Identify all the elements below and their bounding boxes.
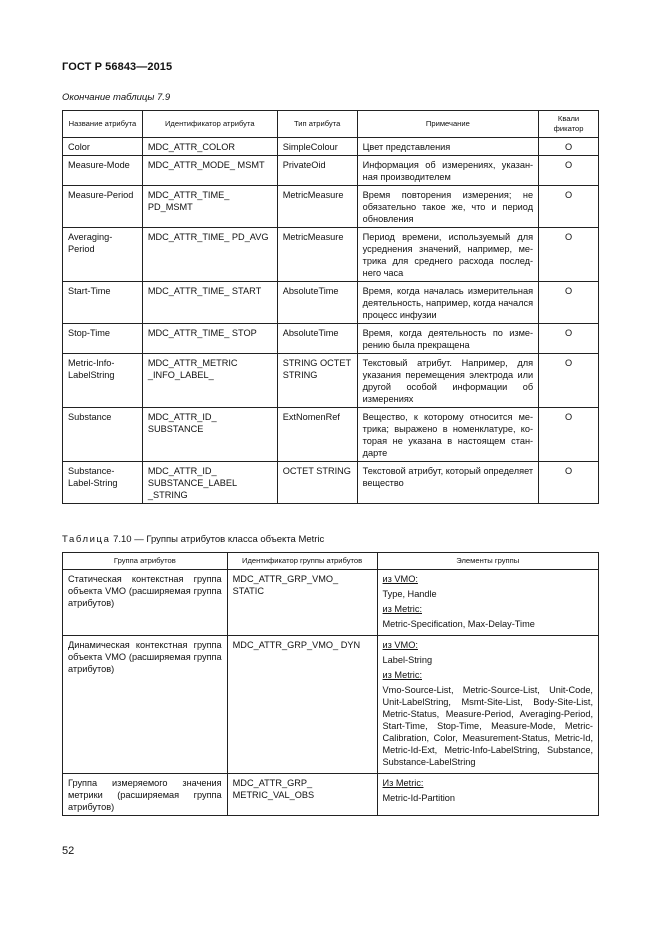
table-row xyxy=(63,354,599,408)
attr-qualifier: О xyxy=(539,228,599,282)
attr-note: Время, когда началась измерительная деятельность, например, когда начался процесс инфузии xyxy=(357,282,538,324)
attr-qualifier: О xyxy=(539,408,599,462)
attr-id: MDC_ATTR_TIME_ START xyxy=(142,282,277,324)
attr-name: Measure-Period xyxy=(63,186,143,228)
table-row xyxy=(63,408,599,462)
attr-note: Цвет представления xyxy=(357,138,538,156)
element-list: Label-String xyxy=(382,655,433,665)
table-attribute-groups xyxy=(62,552,599,816)
page-number: 52 xyxy=(62,845,75,857)
table-row xyxy=(63,774,599,816)
col-header-group: Группа атрибутов xyxy=(63,553,228,570)
table2-caption-text: 7.10 — Группы атрибутов класса объекта Metric xyxy=(110,534,325,545)
element-list: Metric-Id-Partition xyxy=(382,793,456,803)
standard-header: ГОСТ Р 56843—2015 xyxy=(62,61,173,73)
attr-id: MDC_ATTR_TIME_ PD_AVG xyxy=(142,228,277,282)
attr-id: MDC_ATTR_ID_ SUBSTANCE_LABEL _STRING xyxy=(142,462,277,504)
table-row xyxy=(63,324,599,354)
table-row xyxy=(63,636,599,774)
attr-type: MetricMeasure xyxy=(277,228,357,282)
attr-qualifier: О xyxy=(539,324,599,354)
table-row xyxy=(63,186,599,228)
table2-caption-prefix: Таблица xyxy=(62,534,111,545)
attr-qualifier: О xyxy=(539,282,599,324)
attr-id: MDC_ATTR_METRIC _INFO_LABEL_ xyxy=(142,354,277,408)
group-elements xyxy=(377,636,598,774)
attr-note: Текстовой атрибут, который определяет вещество xyxy=(357,462,538,504)
element-list: Metric-Specification, Max-Delay-Time xyxy=(382,619,535,629)
attr-qualifier: О xyxy=(539,138,599,156)
element-list: Vmo-Source-List, Metric-Source-List, Unit-Code, Unit-LabelString, Msmt-Site-List, Body-Site-List, Metric-Status, Measure-Period, Averaging-Period, Start-Time, Stop-Time, Measure-Mode, Metric-Calibration, Color, Measurement-Status, Metric-Id, Metric-Id-Ext, Metric-Info-LabelString, Substance, Substance-LabelString xyxy=(382,685,593,767)
table2-caption xyxy=(62,534,324,545)
source-label: из Metric: xyxy=(382,604,422,614)
group-elements xyxy=(377,774,598,816)
attr-type: ExtNomenRef xyxy=(277,408,357,462)
attr-type: AbsoluteTime xyxy=(277,282,357,324)
attr-qualifier: О xyxy=(539,462,599,504)
attr-note: Информация об измерениях, указанная производителем xyxy=(357,156,538,186)
attr-id: MDC_ATTR_ID_ SUBSTANCE xyxy=(142,408,277,462)
table-row xyxy=(63,282,599,324)
group-id: MDC_ATTR_GRP_ METRIC_VAL_OBS xyxy=(227,774,377,816)
attr-id: MDC_ATTR_MODE_ MSMT xyxy=(142,156,277,186)
col-header-group-id: Идентификатор группы атрибутов xyxy=(227,553,377,570)
col-header-type: Тип атрибута xyxy=(277,111,357,138)
attr-note: Время, когда деятельность по измерению была прекращена xyxy=(357,324,538,354)
attr-id: MDC_ATTR_COLOR xyxy=(142,138,277,156)
table-row xyxy=(63,138,599,156)
col-header-qualifier: Квали фикатор xyxy=(539,111,599,138)
attr-qualifier: О xyxy=(539,354,599,408)
attr-name: Measure-Mode xyxy=(63,156,143,186)
table-row xyxy=(63,156,599,186)
attr-id: MDC_ATTR_TIME_ STOP xyxy=(142,324,277,354)
table-row xyxy=(63,570,599,636)
attr-name: Start-Time xyxy=(63,282,143,324)
source-label: из VMO: xyxy=(382,640,418,650)
attr-type: MetricMeasure xyxy=(277,186,357,228)
attr-name: Color xyxy=(63,138,143,156)
attr-type: PrivateOid xyxy=(277,156,357,186)
attr-type: OCTET STRING xyxy=(277,462,357,504)
group-name: Группа измеряемого значения метрики (расширяемая группа атрибутов) xyxy=(63,774,228,816)
source-label: из Metric: xyxy=(382,670,422,680)
attr-type: SimpleColour xyxy=(277,138,357,156)
attr-type: STRING OCTET STRING xyxy=(277,354,357,408)
group-id: MDC_ATTR_GRP_VMO_ DYN xyxy=(227,636,377,774)
table-header-row xyxy=(63,553,599,570)
table-row xyxy=(63,228,599,282)
group-name: Динамическая контекстная группа объекта VMO (расширяемая группа атрибутов) xyxy=(63,636,228,774)
element-list: Type, Handle xyxy=(382,589,437,599)
attr-note: Время повторения измерения; не обязательно такое же, что и период обновления xyxy=(357,186,538,228)
attr-name: Substance xyxy=(63,408,143,462)
col-header-note: Примечание xyxy=(357,111,538,138)
source-label: из VMO: xyxy=(382,574,418,584)
col-header-name: Название атрибута xyxy=(63,111,143,138)
col-header-elements: Элементы группы xyxy=(377,553,598,570)
attr-qualifier: О xyxy=(539,186,599,228)
attr-name: Substance-Label-String xyxy=(63,462,143,504)
attr-name: Metric-Info-LabelString xyxy=(63,354,143,408)
attr-id: MDC_ATTR_TIME_ PD_MSMT xyxy=(142,186,277,228)
attr-note: Вещество, к которому относится метрика; выражено в номенклатуре, которая не указана в настоящем стандарте xyxy=(357,408,538,462)
attr-name: Averaging-Period xyxy=(63,228,143,282)
table-header-row xyxy=(63,111,599,138)
group-elements xyxy=(377,570,598,636)
table-attributes-continued xyxy=(62,110,599,504)
attr-qualifier: О xyxy=(539,156,599,186)
table-row xyxy=(63,462,599,504)
col-header-id: Идентификатор атрибута xyxy=(142,111,277,138)
attr-note: Текстовый атрибут. Например, для указания перемещения электрода или другой особой информации об измерениях xyxy=(357,354,538,408)
attr-note: Период времени, используемый для усреднения значений, например, метрика для среднего расхода последнего часа xyxy=(357,228,538,282)
attr-type: AbsoluteTime xyxy=(277,324,357,354)
group-name: Статическая контекстная группа объекта VMO (расширяемая группа атрибутов) xyxy=(63,570,228,636)
source-label: Из Metric: xyxy=(382,778,424,788)
table1-caption: Окончание таблицы 7.9 xyxy=(62,92,171,103)
group-id: MDC_ATTR_GRP_VMO_ STATIC xyxy=(227,570,377,636)
attr-name: Stop-Time xyxy=(63,324,143,354)
